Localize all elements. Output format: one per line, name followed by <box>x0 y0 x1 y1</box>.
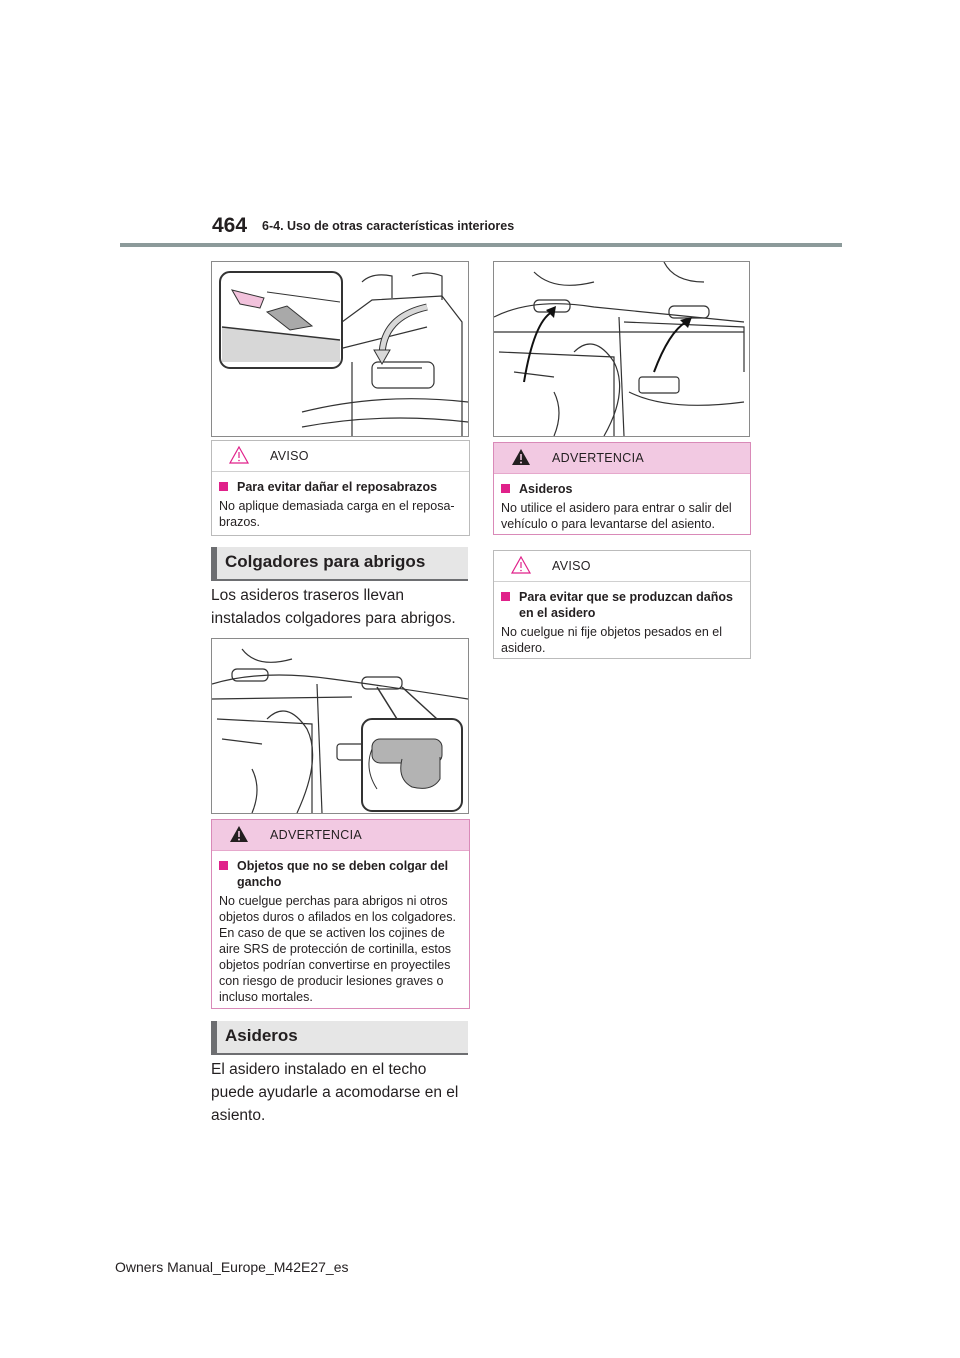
warning-assist-grips <box>493 442 751 535</box>
section-title-assist-grips: Asideros <box>211 1021 468 1055</box>
notice-heading: Para evitar dañar el reposabrazos <box>219 479 461 495</box>
warning-title: ADVERTENCIA <box>552 451 644 465</box>
coat-hooks-description: Los asideros traseros llevan instalados colgadores para abrigos. <box>211 587 456 627</box>
armrest-illustration <box>211 261 469 437</box>
notice-title: AVISO <box>552 559 591 573</box>
page-number: 464 <box>212 214 248 237</box>
notice-text: No cuelgue ni fije objetos pesados en el asidero. <box>501 625 722 655</box>
section-title-coat-hooks: Colgadores para abrigos <box>211 547 468 581</box>
coat-hook-illustration <box>211 638 469 814</box>
notice-heading: Para evitar que se produzcan daños en el asidero <box>501 589 742 621</box>
notice-text: No aplique demasiada carga en el reposa-brazos. <box>219 499 455 529</box>
header-rule <box>120 243 842 247</box>
warning-heading: Objetos que no se deben colgar del gancho <box>219 858 461 890</box>
assist-grips-description: El asidero instalado en el techo puede ayudarle a acomodarse en el asiento. <box>211 1061 459 1124</box>
notice-armrest <box>211 440 470 536</box>
warning-text: No cuelgue perchas para abrigos ni otros objetos duros o afilados en los colgadores. En caso de que se activen los cojines de aire SRS de protección de cortinilla, estos objetos podrían convertirse en proyectiles con riesgo de producir lesiones graves o incluso mortales. <box>219 894 456 1004</box>
warning-icon <box>510 447 532 467</box>
notice-title: AVISO <box>270 449 309 463</box>
warning-coat-hooks <box>211 819 470 1009</box>
caution-icon <box>228 445 250 465</box>
footer-text: Owners Manual_Europe_M42E27_es <box>115 1259 349 1275</box>
warning-heading: Asideros <box>501 481 742 497</box>
section-header: 6-4. Uso de otras características interiores <box>262 219 515 233</box>
warning-icon <box>228 824 250 844</box>
notice-assist-grips <box>493 550 751 659</box>
assist-grip-illustration <box>493 261 750 437</box>
warning-title: ADVERTENCIA <box>270 828 362 842</box>
warning-text: No utilice el asidero para entrar o salir del vehículo o para levantarse del asiento. <box>501 501 732 531</box>
caution-icon <box>510 555 532 575</box>
